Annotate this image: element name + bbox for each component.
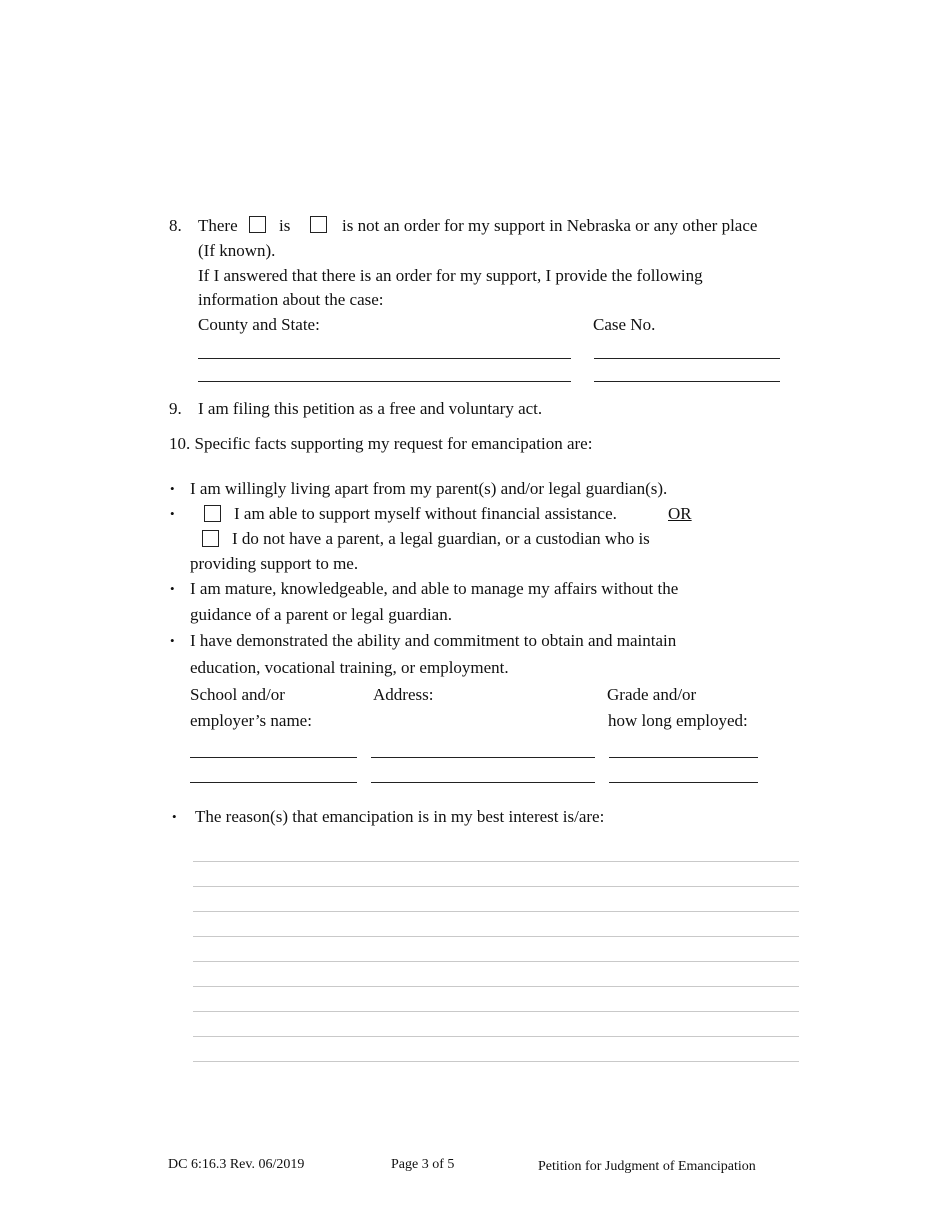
fact-reasons: The reason(s) that emancipation is in my best interest is/are: <box>195 807 605 826</box>
fact-mature-line1: I am mature, knowledgeable, and able to manage my affairs without the <box>190 579 679 598</box>
case-no-field-1[interactable] <box>594 358 780 359</box>
grade-field-2[interactable] <box>609 782 758 783</box>
fact-living-apart: I am willingly living apart from my parent(s) and/or legal guardian(s). <box>190 479 668 498</box>
item-8-if-known: (If known). <box>198 241 276 260</box>
is-not-checkbox[interactable] <box>310 216 327 233</box>
support-self-checkbox[interactable] <box>204 505 221 522</box>
grade-field-1[interactable] <box>609 757 758 758</box>
or-label: OR <box>668 504 692 523</box>
bullet: • <box>170 633 175 648</box>
school-label-line2: employer’s name: <box>190 711 312 730</box>
item-8-followup-line2: information about the case: <box>198 290 384 309</box>
fact-demonstrated-line2: education, vocational training, or employment. <box>190 658 509 677</box>
reasons-line-2[interactable] <box>193 886 799 887</box>
item-8-followup-line1: If I answered that there is an order for my support, I provide the following <box>198 266 703 285</box>
is-checkbox[interactable] <box>249 216 266 233</box>
footer-title: Petition for Judgment of Emancipation <box>538 1159 756 1174</box>
grade-label-line1: Grade and/or <box>607 685 697 704</box>
address-field-1[interactable] <box>371 757 595 758</box>
address-field-2[interactable] <box>371 782 595 783</box>
reasons-line-7[interactable] <box>193 1011 799 1012</box>
case-no-label: Case No. <box>593 315 656 334</box>
fact-no-parent-line2: providing support to me. <box>190 554 359 573</box>
fact-support-self: I am able to support myself without financial assistance. <box>234 504 617 523</box>
school-field-2[interactable] <box>190 782 357 783</box>
reasons-line-6[interactable] <box>193 986 799 987</box>
reasons-line-4[interactable] <box>193 936 799 937</box>
county-state-label: County and State: <box>198 315 320 334</box>
reasons-line-8[interactable] <box>193 1036 799 1037</box>
bullet: • <box>170 581 175 596</box>
school-field-1[interactable] <box>190 757 357 758</box>
bullet: • <box>172 809 177 824</box>
bullet: • <box>170 506 175 521</box>
fact-demonstrated-line1: I have demonstrated the ability and commitment to obtain and maintain <box>190 631 677 650</box>
item-9-number: 9. <box>169 399 182 418</box>
county-state-field-1[interactable] <box>198 358 571 359</box>
address-label: Address: <box>373 685 434 704</box>
reasons-line-1[interactable] <box>193 861 799 862</box>
item-10-heading: 10. Specific facts supporting my request for emancipation are: <box>169 434 593 453</box>
no-parent-checkbox[interactable] <box>202 530 219 547</box>
reasons-line-9[interactable] <box>193 1061 799 1062</box>
item-8-is: is <box>279 216 291 235</box>
fact-mature-line2: guidance of a parent or legal guardian. <box>190 605 452 624</box>
item-9-text: I am filing this petition as a free and voluntary act. <box>198 399 543 418</box>
fact-no-parent-line1: I do not have a parent, a legal guardian, or a custodian who is <box>232 529 650 548</box>
case-no-field-2[interactable] <box>594 381 780 382</box>
reasons-line-3[interactable] <box>193 911 799 912</box>
footer-page-number: Page 3 of 5 <box>391 1157 455 1172</box>
footer-form-id: DC 6:16.3 Rev. 06/2019 <box>168 1157 305 1172</box>
item-8-is-not-text: is not an order for my support in Nebraska or any other place <box>342 216 758 235</box>
school-label-line1: School and/or <box>190 685 285 704</box>
grade-label-line2: how long employed: <box>608 711 748 730</box>
bullet: • <box>170 481 175 496</box>
county-state-field-2[interactable] <box>198 381 571 382</box>
item-8-there: There <box>198 216 238 235</box>
reasons-line-5[interactable] <box>193 961 799 962</box>
item-8-number: 8. <box>169 216 182 235</box>
